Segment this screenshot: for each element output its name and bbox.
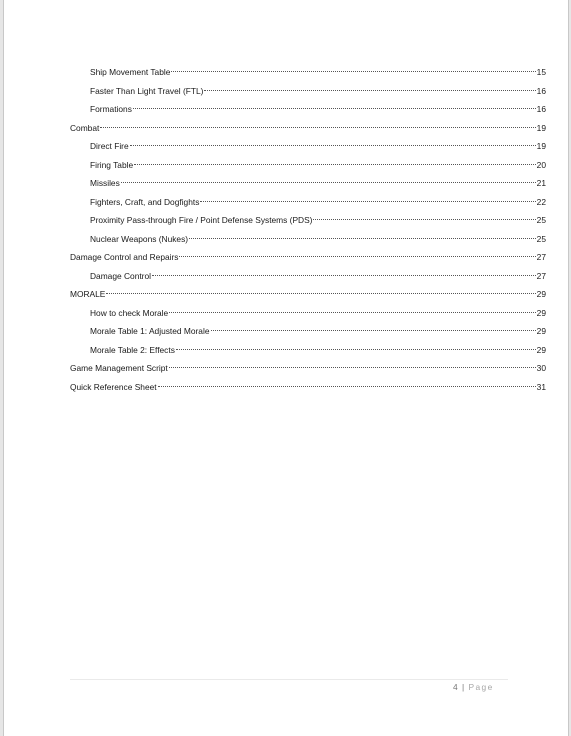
toc-entry-title: MORALE: [70, 289, 106, 299]
toc-entry[interactable]: [70, 211, 546, 230]
toc-entry-title: Formations: [90, 104, 132, 114]
toc-entry-title: Firing Table: [90, 159, 134, 170]
toc-entry-page: 16: [536, 104, 546, 114]
toc-entry[interactable]: [70, 137, 546, 156]
toc-leader-dots: [134, 164, 536, 165]
toc-entry-page: 21: [536, 178, 546, 188]
toc-leader-dots: [179, 256, 535, 257]
toc-entry-page: 19: [536, 141, 546, 151]
document-page: [3, 0, 569, 736]
toc-entry[interactable]: [70, 82, 546, 101]
toc-entry-title: Damage Control and Repairs: [70, 252, 179, 262]
toc-entry-title: Fighters, Craft, and Dogfights: [90, 196, 200, 207]
toc-leader-dots: [204, 90, 535, 91]
toc-entry[interactable]: [70, 174, 546, 193]
toc-entry-page: 16: [536, 85, 546, 96]
toc-entry[interactable]: [70, 378, 546, 397]
toc-entry-page: 30: [536, 363, 546, 373]
toc-entry-page: 22: [536, 196, 546, 207]
toc-leader-dots: [106, 293, 535, 294]
toc-leader-dots: [171, 71, 535, 72]
toc-leader-dots: [211, 330, 536, 331]
footer-separator: |: [462, 682, 465, 692]
toc-entry[interactable]: [70, 267, 546, 286]
toc-entry-page: 27: [536, 252, 546, 262]
toc-entry-title: Nuclear Weapons (Nukes): [90, 233, 189, 244]
toc-entry-title: Morale Table 2: Effects: [90, 344, 175, 355]
toc-entry-page: 29: [536, 307, 546, 318]
toc-entry[interactable]: [70, 304, 546, 323]
toc-entry-title: Game Management Script: [70, 363, 168, 373]
toc-entry-page: 29: [536, 344, 546, 355]
toc-leader-dots: [133, 108, 536, 109]
toc-entry-page: 19: [536, 122, 546, 133]
toc-entry[interactable]: [70, 322, 546, 341]
toc-entry-title: Ship Movement Table: [90, 67, 171, 77]
toc-entry[interactable]: [70, 119, 546, 138]
toc-leader-dots: [169, 312, 535, 313]
toc-entry[interactable]: [70, 285, 546, 304]
toc-leader-dots: [200, 201, 535, 202]
toc-entry-title: Combat: [70, 122, 100, 133]
toc-entry-title: Damage Control: [90, 270, 151, 281]
toc-leader-dots: [121, 182, 536, 183]
toc-leader-dots: [169, 367, 536, 368]
toc-leader-dots: [189, 238, 536, 239]
toc-entry[interactable]: [70, 193, 546, 212]
toc-leader-dots: [152, 275, 536, 276]
table-of-contents: [70, 63, 546, 396]
footer-divider: [70, 679, 508, 680]
toc-entry-title: Missiles: [90, 178, 120, 188]
toc-entry-title: Quick Reference Sheet: [70, 381, 157, 392]
footer-page-number: 4: [453, 682, 458, 692]
footer-page-word: Page: [468, 682, 494, 692]
toc-entry-title: How to check Morale: [90, 307, 169, 318]
toc-entry[interactable]: [70, 248, 546, 267]
toc-entry-title: Proximity Pass-through Fire / Point Defense Systems (PDS): [90, 215, 313, 225]
toc-entry-page: 27: [536, 270, 546, 281]
toc-entry-page: 29: [536, 289, 546, 299]
toc-entry-page: 25: [536, 215, 546, 225]
toc-entry-title: Direct Fire: [90, 141, 129, 151]
toc-entry-page: 15: [536, 67, 546, 77]
toc-entry[interactable]: [70, 100, 546, 119]
toc-leader-dots: [313, 219, 535, 220]
toc-entry[interactable]: [70, 63, 546, 82]
toc-leader-dots: [158, 386, 536, 387]
toc-entry-page: 31: [536, 381, 546, 392]
toc-entry-page: 25: [536, 233, 546, 244]
toc-entry[interactable]: [70, 230, 546, 249]
page-footer: [453, 682, 494, 692]
toc-entry[interactable]: [70, 156, 546, 175]
toc-entry-title: Faster Than Light Travel (FTL): [90, 85, 204, 96]
toc-entry-page: 20: [536, 159, 546, 170]
toc-entry[interactable]: [70, 359, 546, 378]
toc-leader-dots: [130, 145, 536, 146]
toc-leader-dots: [100, 127, 535, 128]
toc-entry[interactable]: [70, 341, 546, 360]
toc-entry-title: Morale Table 1: Adjusted Morale: [90, 326, 210, 336]
toc-leader-dots: [176, 349, 536, 350]
toc-entry-page: 29: [536, 326, 546, 336]
